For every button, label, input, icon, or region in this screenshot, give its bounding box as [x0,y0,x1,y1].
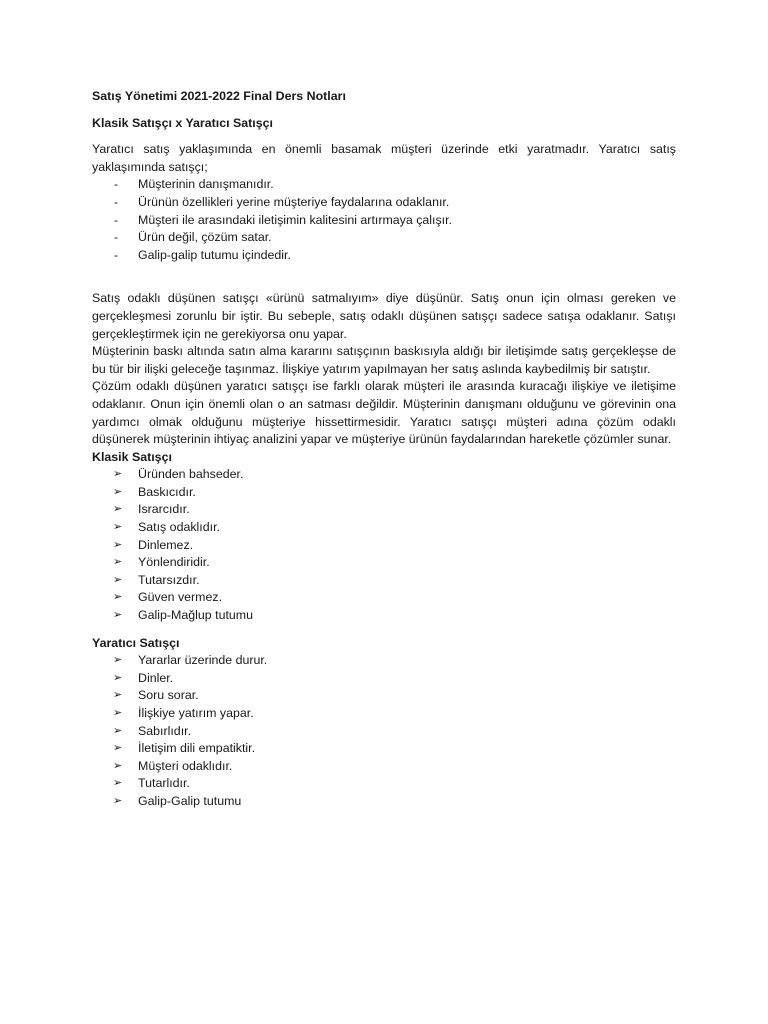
arrow-bullet-icon: ➢ [113,609,123,622]
paragraph-pressure: Müşterinin baskı altında satın alma kararını satışçının baskısıyla aldığı bir iletişimde satış gerçekleşse de bu tür bir ilişki geleceğe taşınmaz. İlişkiye yatırım yapılmayan her satış aslında kaybedilmiş bir satıştır. [92,344,676,376]
list-item-text: Dinlemez. [138,537,194,552]
list-item-text: Tutarlıdır. [138,776,190,791]
arrow-bullet-icon: ➢ [113,689,123,702]
paragraph-sales-oriented: Satış odaklı düşünen satışçı «ürünü satmalıyım» diye düşünür. Satış onun için olması gereken ve gerçekleşmesi zorunlu bir iştir. Bu sebeple, satış odaklı düşünen satışçı sadece satışa odaklanır. Satışı gerçekleştirmek için ne gerekiyorsa onu yapar. [92,291,676,341]
list-item [92,652,676,670]
list-item-text: Yararlar üzerinde durur. [138,653,268,668]
list-item [92,194,676,212]
list-item [92,670,676,688]
list-item-text: Tutarsızdır. [138,572,200,587]
list-item-text: Üründen bahseder. [138,467,244,482]
paragraph-solution-oriented: Çözüm odaklı düşünen yaratıcı satışçı ise farklı olarak müşteri ile arasında kuracağı ilişkiye ve iletişime odaklanır. Onun için önemli olan o an satması değildir. Müşterinin danışmanı olduğunu ve görevinin ona yardımcı olmak olduğunu müşteriye hissettirmesidir. Yaratıcı satışçı müşteri adına çözüm odaklı düşünerek müşterinin ihtiyaç analizini yapar ve müşteriye ürünün faydalarından hareketle çözümler sunar. [92,379,676,447]
list-item-text: Galip-galip tutumu içindedir. [138,247,291,262]
arrow-bullet-icon: ➢ [113,521,123,534]
list-item [92,687,676,705]
list-item [92,572,676,590]
list-item-text: Ürünün özellikleri yerine müşteriye faydalarına odaklanır. [138,194,450,209]
list-item-text: Israrcıdır. [138,502,190,517]
arrow-bullet-icon: ➢ [113,556,123,569]
list-item-text: Baskıcıdır. [138,484,196,499]
dash-marker: - [114,247,119,262]
list-item [92,176,676,194]
arrow-bullet-icon: ➢ [113,671,123,684]
list-item [92,519,676,537]
list-item-text: İlişkiye yatırım yapar. [138,706,254,720]
document-subtitle: Klasik Satışçı x Yaratıcı Satışçı [92,115,273,130]
list-item [92,537,676,555]
list-item-text: Müşterinin danışmanıdır. [138,177,274,192]
yaratici-heading: Yaratıcı Satışçı [92,635,180,650]
arrow-bullet-icon: ➢ [113,724,123,737]
arrow-bullet-icon: ➢ [113,742,123,755]
klasik-heading: Klasik Satışçı [92,449,172,464]
arrow-bullet-icon: ➢ [113,777,123,790]
list-item-text: Dinler. [138,670,174,685]
list-item-text: İletişim dili empatiktir. [138,741,256,756]
yaratici-list [92,652,676,810]
arrow-bullet-icon: ➢ [113,573,123,586]
document-title: Satış Yönetimi 2021-2022 Final Ders Notları [92,89,346,103]
arrow-bullet-icon: ➢ [113,654,123,667]
list-item-text: Müşteri ile arasındaki iletişimin kalitesini artırmaya çalışır. [138,212,452,227]
klasik-list [92,466,676,624]
arrow-bullet-icon: ➢ [113,468,123,481]
dash-marker: - [114,230,119,245]
list-item [92,740,676,758]
list-item [92,758,676,776]
list-item [92,705,676,723]
list-item [92,723,676,741]
list-item-text: Galip-Galip tutumu [138,793,242,808]
intro-paragraph: Yaratıcı satış yaklaşımında en önemli basamak müşteri üzerinde etki yaratmadır. Yaratıcı satış yaklaşımında satışçı; [92,142,676,174]
dash-marker: - [114,212,119,227]
list-item-text: Soru sorar. [138,688,199,703]
list-item-text: Ürün değil, çözüm satar. [138,230,272,245]
document-page [92,88,676,811]
list-item [92,229,676,247]
list-item-text: Satış odaklıdır. [138,520,220,535]
list-item-text: Müşteri odaklıdır. [138,758,233,773]
arrow-bullet-icon: ➢ [113,759,123,772]
dash-marker: - [114,177,119,192]
dash-marker: - [114,194,119,209]
arrow-bullet-icon: ➢ [113,485,123,498]
list-item-text: Galip-Mağlup tutumu [138,608,254,623]
list-item [92,554,676,572]
arrow-bullet-icon: ➢ [113,503,123,516]
list-item-text: Yönlendiridir. [138,555,210,570]
list-item-text: Güven vermez. [138,590,223,605]
arrow-bullet-icon: ➢ [113,591,123,604]
list-item [92,484,676,502]
list-item [92,793,676,811]
list-item [92,501,676,519]
arrow-bullet-icon: ➢ [113,794,123,807]
list-item [92,247,676,265]
list-item [92,466,676,484]
dash-list [92,176,676,264]
arrow-bullet-icon: ➢ [113,707,123,719]
list-item [92,775,676,793]
list-item [92,607,676,625]
list-item-text: Sabırlıdır. [138,723,192,738]
list-item [92,212,676,230]
list-item [92,589,676,607]
arrow-bullet-icon: ➢ [113,538,123,551]
